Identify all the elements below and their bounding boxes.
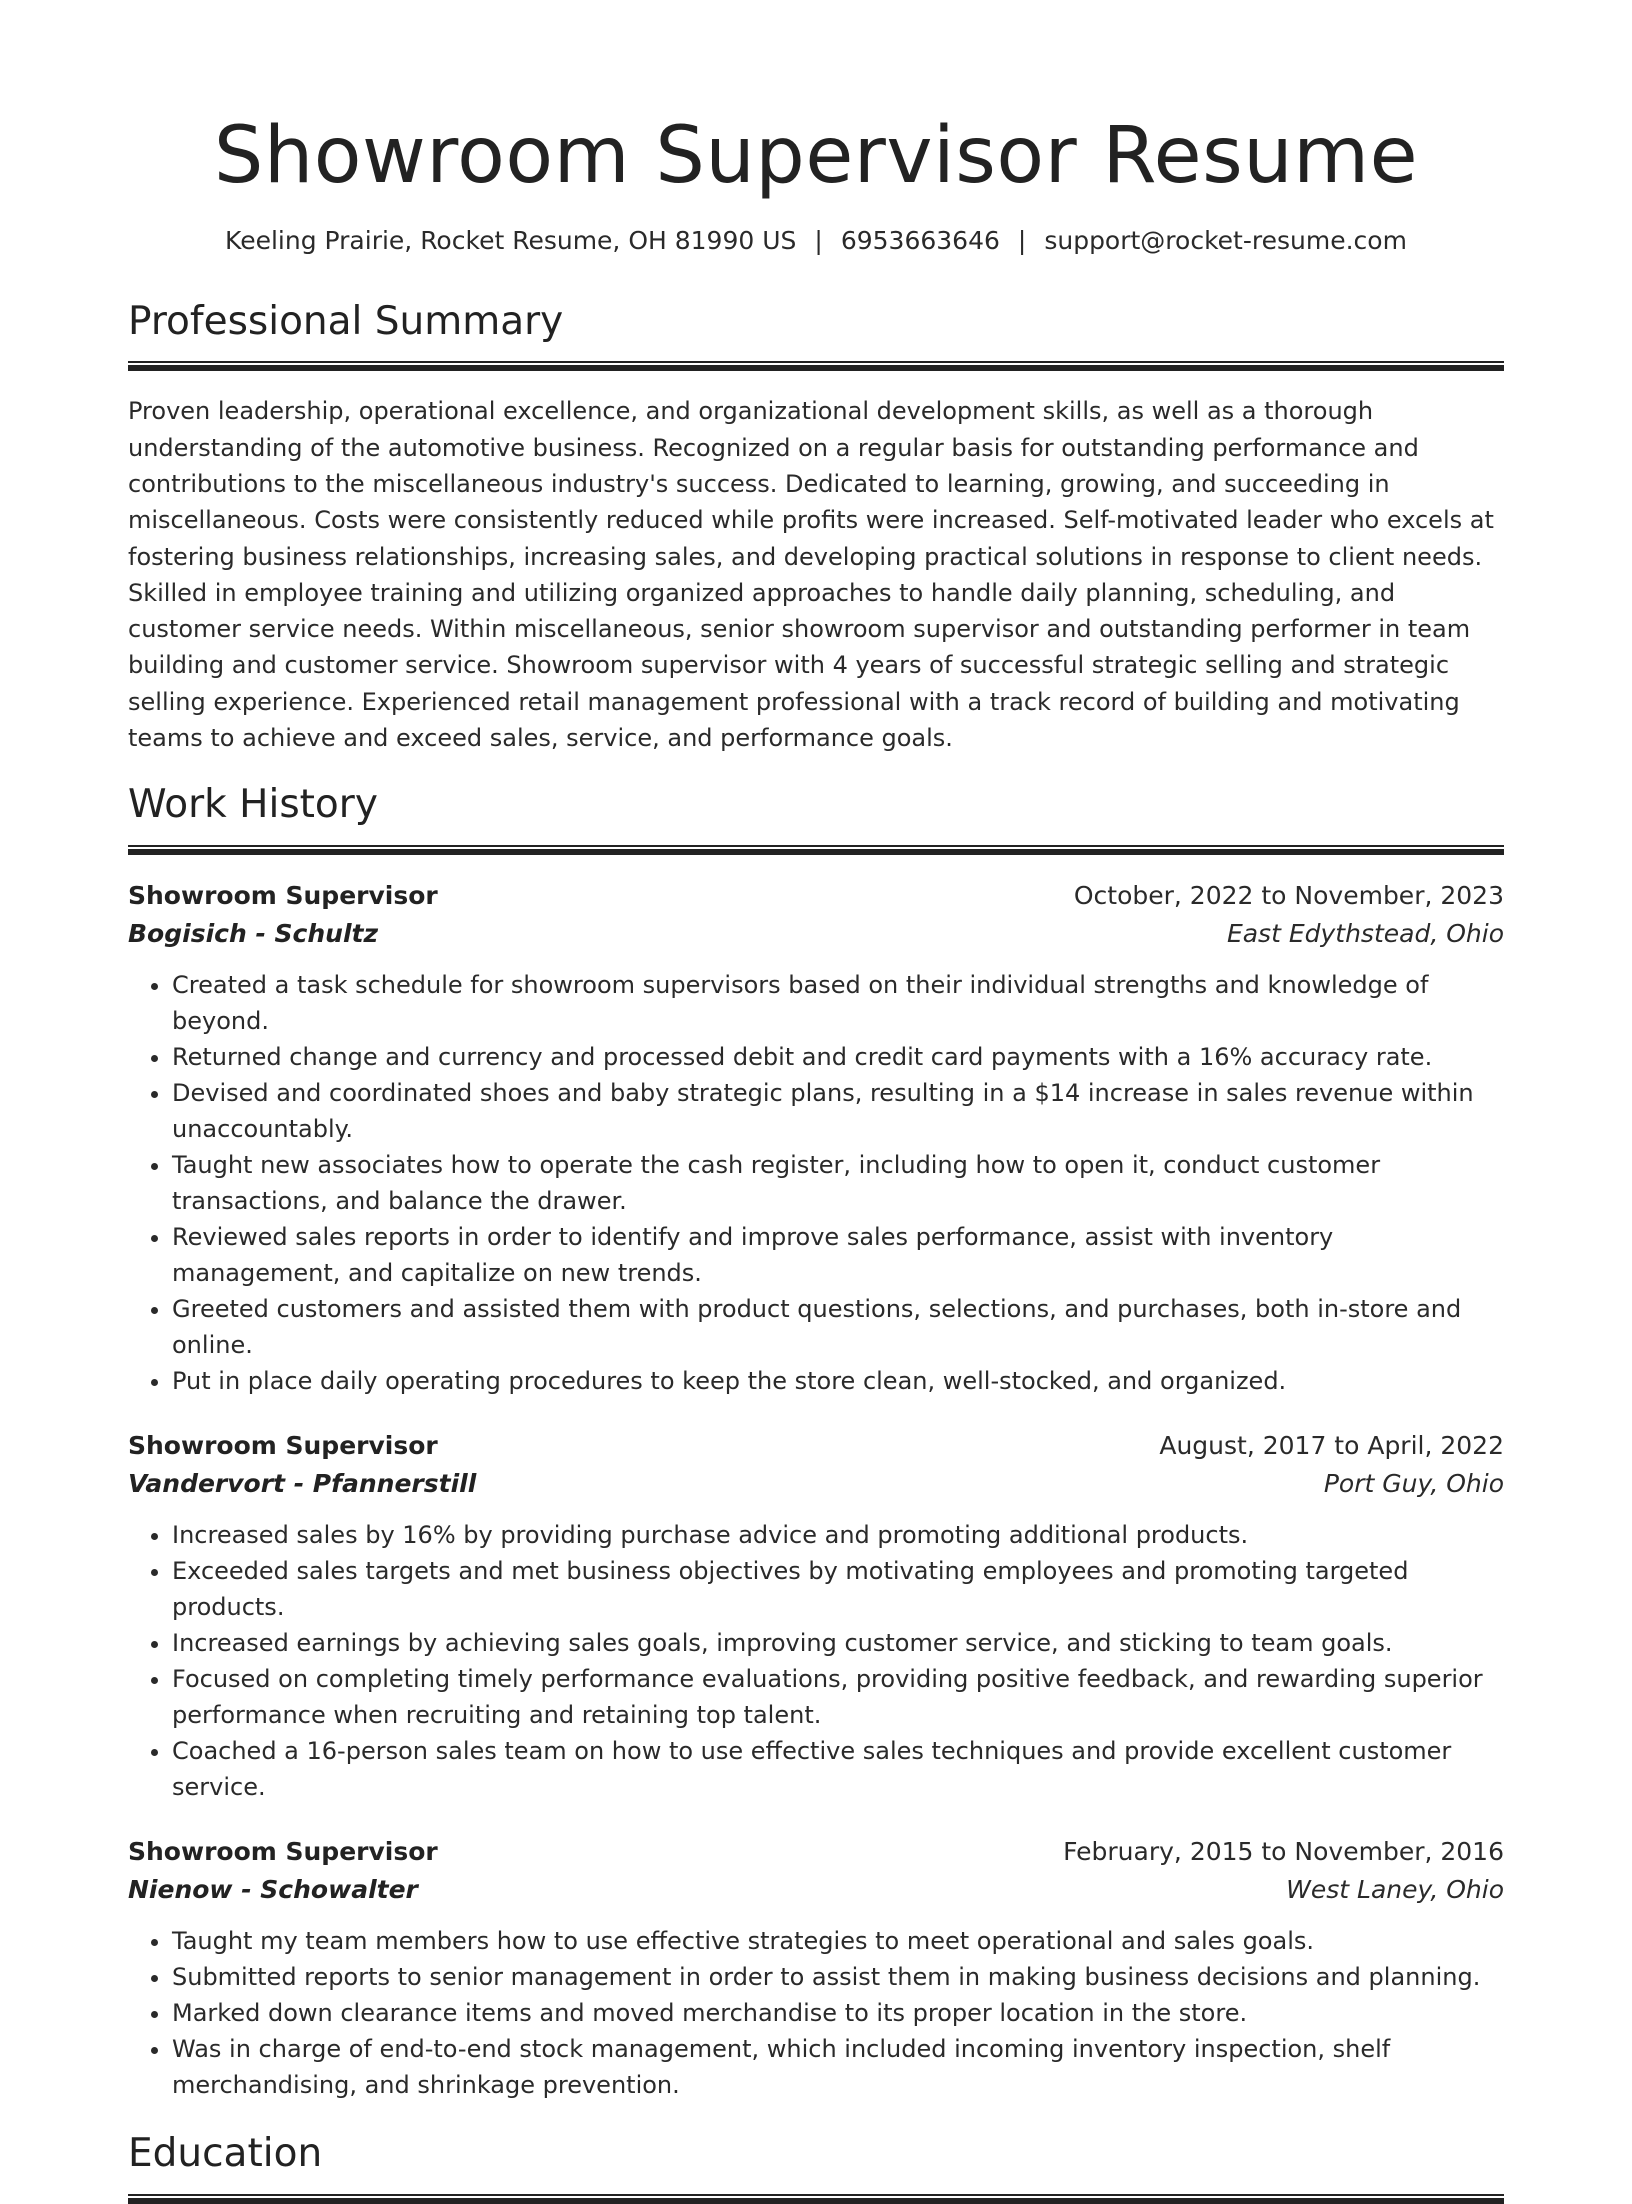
section-divider <box>128 845 1504 855</box>
contact-separator: | <box>814 225 823 255</box>
job-entry <box>128 877 1504 1399</box>
bullet-item: • Submitted reports to senior management in order to assist them in making business decisions and planning. <box>172 1959 1504 1995</box>
bullet-item: • Taught new associates how to operate the cash register, including how to open it, conduct customer transactions, and balance the drawer. <box>172 1147 1504 1219</box>
bullet-item: • Exceeded sales targets and met business objectives by motivating employees and promoting targeted products. <box>172 1553 1504 1625</box>
job-bullets <box>128 1517 1504 1805</box>
contact-separator: | <box>1017 225 1027 255</box>
job-location: West Laney, Ohio <box>1286 1875 1504 1905</box>
bullet-item: • Created a task schedule for showroom supervisors based on their individual strengths and knowledge of beyond. <box>172 967 1504 1039</box>
bullet-item: • Put in place daily operating procedures to keep the store clean, well-stocked, and organized. <box>172 1363 1504 1399</box>
job-company: Nienow - Schowalter <box>128 1875 418 1905</box>
contact-address: Keeling Prairie, Rocket Resume, OH 81990 US <box>225 225 797 255</box>
contact-email: support@rocket-resume.com <box>1044 225 1407 255</box>
job-company: Vandervort - Pfannerstill <box>128 1469 477 1499</box>
bullet-item: • Devised and coordinated shoes and baby strategic plans, resulting in a $14 increase in sales revenue within unaccountably. <box>172 1075 1504 1147</box>
job-entry <box>128 1833 1504 2103</box>
job-entry <box>128 1427 1504 1805</box>
bullet-item: • Was in charge of end-to-end stock management, which included incoming inventory inspection, shelf merchandising, and shrinkage prevention. <box>172 2031 1504 2103</box>
resume-title: Showroom Supervisor Resume <box>213 111 1419 201</box>
bullet-item: • Increased sales by 16% by providing purchase advice and promoting additional products. <box>172 1517 1504 1553</box>
contact-line <box>128 226 1504 255</box>
job-dates: October, 2022 to November, 2023 <box>1073 881 1504 911</box>
bullet-item: • Greeted customers and assisted them with product questions, selections, and purchases, both in-store and online. <box>172 1291 1504 1363</box>
section-heading: Work History <box>128 782 378 828</box>
job-title: Showroom Supervisor <box>128 1837 438 1867</box>
job-dates: August, 2017 to April, 2022 <box>1159 1431 1504 1461</box>
job-title: Showroom Supervisor <box>128 1431 438 1461</box>
bullet-item: • Focused on completing timely performance evaluations, providing positive feedback, and rewarding superior performance when recruiting and retaining top talent. <box>172 1661 1504 1733</box>
job-location: Port Guy, Ohio <box>1323 1469 1504 1499</box>
job-dates: February, 2015 to November, 2016 <box>1063 1837 1504 1867</box>
bullet-item: • Returned change and currency and processed debit and credit card payments with a 16% accuracy rate. <box>172 1039 1504 1075</box>
summary-text: Proven leadership, operational excellence, and organizational development skills, as well as a thorough understanding of the automotive business. Recognized on a regular basis for outstanding performance and contributions to the miscellaneous industry's success. Dedicated to learning, growing, and succeeding in miscellaneous. Costs were consistently reduced while profits were increased. Self-motivated leader who excels at fostering business relationships, increasing sales, and developing practical solutions in response to client needs. Skilled in employee training and utilizing organized approaches to handle daily planning, scheduling, and customer service needs. Within miscellaneous, senior showroom supervisor and outstanding performer in team building and customer service. Showroom supervisor with 4 years of successful strategic selling and strategic selling experience. Experienced retail management professional with a track record of building and motivating teams to achieve and exceed sales, service, and performance goals. <box>128 397 1494 753</box>
professional-summary-section <box>128 299 1504 757</box>
section-divider <box>128 2194 1504 2204</box>
job-bullets <box>128 967 1504 1399</box>
bullet-item: • Increased earnings by achieving sales goals, improving customer service, and sticking to team goals. <box>172 1625 1504 1661</box>
bullet-item: • Taught my team members how to use effective strategies to meet operational and sales goals. <box>172 1923 1504 1959</box>
job-bullets <box>128 1923 1504 2103</box>
job-title: Showroom Supervisor <box>128 881 438 911</box>
section-heading: Education <box>128 2131 323 2177</box>
job-location: East Edythstead, Ohio <box>1226 919 1504 949</box>
bullet-item: • Marked down clearance items and moved merchandise to its proper location in the store. <box>172 1995 1504 2031</box>
work-history-section <box>128 782 1504 2103</box>
bullet-item: • Reviewed sales reports in order to identify and improve sales performance, assist with inventory management, and capitalize on new trends. <box>172 1219 1504 1291</box>
contact-phone: 6953663646 <box>840 225 1000 255</box>
section-heading: Professional Summary <box>128 298 564 344</box>
bullet-item: • Coached a 16-person sales team on how to use effective sales techniques and provide excellent customer service. <box>172 1733 1504 1805</box>
education-section <box>128 2131 1504 2204</box>
job-company: Bogisich - Schultz <box>128 919 379 949</box>
section-divider <box>128 361 1504 371</box>
